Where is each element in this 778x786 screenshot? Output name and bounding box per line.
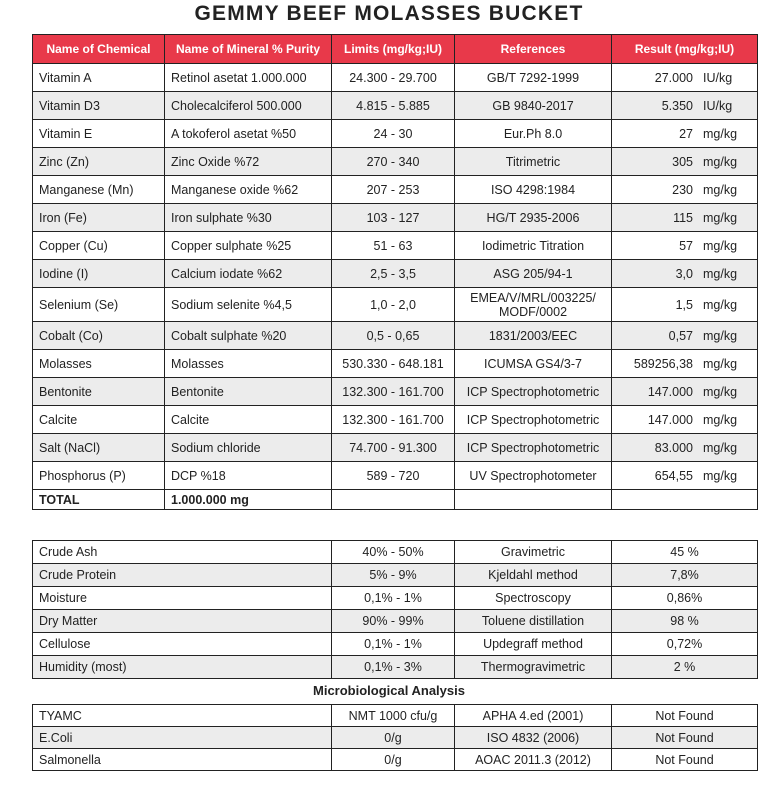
reference-cell: GB 9840-2017 (455, 92, 612, 120)
parameter-name-cell: TYAMC (33, 705, 332, 727)
result-cell (612, 148, 758, 176)
method-cell: Thermogravimetric (455, 656, 612, 679)
mineral-purity-cell: Molasses (165, 350, 332, 378)
limits-cell: 132.300 - 161.700 (332, 378, 455, 406)
table-row (33, 322, 758, 350)
mineral-purity-cell: Sodium chloride (165, 434, 332, 462)
chemical-name-cell: Vitamin A (33, 64, 165, 92)
limits-cell: 207 - 253 (332, 176, 455, 204)
table-header-row (33, 35, 758, 64)
parameter-name-cell: Humidity (most) (33, 656, 332, 679)
limits-cell: 74.700 - 91.300 (332, 434, 455, 462)
col-header-result: Result (mg/kg;IU) (612, 35, 758, 64)
mineral-purity-cell: DCP %18 (165, 462, 332, 490)
total-label: TOTAL (33, 490, 165, 510)
result-cell (612, 434, 758, 462)
result-cell (612, 232, 758, 260)
parameter-name-cell: Cellulose (33, 633, 332, 656)
reference-cell: HG/T 2935-2006 (455, 204, 612, 232)
reference-cell: EMEA/V/MRL/003225/ MODF/0002 (455, 288, 612, 322)
limits-cell: 0,5 - 0,65 (332, 322, 455, 350)
empty-cell (455, 490, 612, 510)
limits-cell: 90% - 99% (332, 610, 455, 633)
result-cell (612, 378, 758, 406)
mineral-purity-cell: Cobalt sulphate %20 (165, 322, 332, 350)
table-row (33, 587, 758, 610)
limits-cell: 51 - 63 (332, 232, 455, 260)
col-header-references: References (455, 35, 612, 64)
result-unit: mg/kg (703, 356, 738, 371)
result-value: 5.350 (661, 98, 693, 113)
table-row (33, 727, 758, 749)
result-value: 83.000 (654, 440, 693, 455)
table-row (33, 633, 758, 656)
limits-cell: 24.300 - 29.700 (332, 64, 455, 92)
parameter-name-cell: Crude Protein (33, 564, 332, 587)
result-cell: 98 % (612, 610, 758, 633)
reference-cell: Iodimetric Titration (455, 232, 612, 260)
result-cell: 0,72% (612, 633, 758, 656)
result-unit: mg/kg (703, 412, 738, 427)
result-unit: mg/kg (703, 328, 738, 343)
table-row (33, 350, 758, 378)
chemical-name-cell: Iodine (I) (33, 260, 165, 288)
mineral-purity-cell: Retinol asetat 1.000.000 (165, 64, 332, 92)
reference-cell: ICUMSA GS4/3-7 (455, 350, 612, 378)
table-row (33, 288, 758, 322)
mineral-purity-cell: A tokoferol asetat %50 (165, 120, 332, 148)
table-row (33, 378, 758, 406)
result-value: 57 (679, 238, 693, 253)
method-cell: AOAC 2011.3 (2012) (455, 749, 612, 771)
chemical-name-cell: Iron (Fe) (33, 204, 165, 232)
chemical-name-cell: Vitamin E (33, 120, 165, 148)
limits-cell: NMT 1000 cfu/g (332, 705, 455, 727)
reference-cell: ICP Spectrophotometric (455, 378, 612, 406)
result-unit: mg/kg (703, 154, 738, 169)
reference-cell: 1831/2003/EEC (455, 322, 612, 350)
result-value: 147.000 (647, 384, 693, 399)
limits-cell: 0,1% - 3% (332, 656, 455, 679)
total-row (33, 490, 758, 510)
result-cell: 0,86% (612, 587, 758, 610)
result-cell (612, 260, 758, 288)
table-row (33, 148, 758, 176)
reference-cell: Titrimetric (455, 148, 612, 176)
chemical-name-cell: Salt (NaCl) (33, 434, 165, 462)
col-header-mineral: Name of Mineral % Purity (165, 35, 332, 64)
result-unit: mg/kg (703, 297, 738, 312)
table-row (33, 120, 758, 148)
parameter-name-cell: E.Coli (33, 727, 332, 749)
result-cell (612, 92, 758, 120)
result-cell: Not Found (612, 749, 758, 771)
method-cell: Gravimetric (455, 541, 612, 564)
table-row (33, 176, 758, 204)
chemical-name-cell: Manganese (Mn) (33, 176, 165, 204)
result-cell: 7,8% (612, 564, 758, 587)
col-header-chemical: Name of Chemical (33, 35, 165, 64)
result-value: 27 (679, 126, 693, 141)
chemical-name-cell: Calcite (33, 406, 165, 434)
chemical-name-cell: Phosphorus (P) (33, 462, 165, 490)
total-value: 1.000.000 mg (165, 490, 332, 510)
result-value: 1,5 (675, 297, 693, 312)
chemical-name-cell: Bentonite (33, 378, 165, 406)
table-row (33, 64, 758, 92)
limits-cell: 103 - 127 (332, 204, 455, 232)
table-row (33, 656, 758, 679)
result-value: 589256,38 (633, 356, 693, 371)
micro-analysis-title: Microbiological Analysis (313, 683, 465, 698)
table-row (33, 434, 758, 462)
result-cell (612, 176, 758, 204)
mineral-purity-cell: Manganese oxide %62 (165, 176, 332, 204)
method-cell: Kjeldahl method (455, 564, 612, 587)
result-value: 0,57 (668, 328, 693, 343)
result-unit: IU/kg (703, 70, 733, 85)
limits-cell: 0,1% - 1% (332, 633, 455, 656)
chemical-name-cell: Zinc (Zn) (33, 148, 165, 176)
table-row (33, 564, 758, 587)
result-cell (612, 204, 758, 232)
parameter-name-cell: Crude Ash (33, 541, 332, 564)
method-cell: APHA 4.ed (2001) (455, 705, 612, 727)
limits-cell: 589 - 720 (332, 462, 455, 490)
result-unit: mg/kg (703, 238, 738, 253)
mineral-purity-cell: Bentonite (165, 378, 332, 406)
mineral-purity-cell: Calcite (165, 406, 332, 434)
empty-cell (332, 490, 455, 510)
result-unit: mg/kg (703, 210, 738, 225)
table-row (33, 260, 758, 288)
result-unit: mg/kg (703, 440, 738, 455)
table-row (33, 462, 758, 490)
empty-cell (612, 490, 758, 510)
limits-cell: 270 - 340 (332, 148, 455, 176)
limits-cell: 40% - 50% (332, 541, 455, 564)
limits-cell: 1,0 - 2,0 (332, 288, 455, 322)
limits-cell: 0,1% - 1% (332, 587, 455, 610)
table-row (33, 92, 758, 120)
result-cell (612, 350, 758, 378)
result-cell: Not Found (612, 727, 758, 749)
document-title: GEMMY BEEF MOLASSES BUCKET (194, 2, 584, 25)
chemical-name-cell: Selenium (Se) (33, 288, 165, 322)
result-value: 654,55 (654, 468, 693, 483)
reference-cell: UV Spectrophotometer (455, 462, 612, 490)
result-unit: mg/kg (703, 182, 738, 197)
table-row (33, 541, 758, 564)
result-cell (612, 462, 758, 490)
table-row (33, 705, 758, 727)
table-row (33, 204, 758, 232)
mineral-purity-cell: Zinc Oxide %72 (165, 148, 332, 176)
result-cell: 2 % (612, 656, 758, 679)
result-unit: mg/kg (703, 384, 738, 399)
microbiological-analysis-table (32, 704, 758, 771)
method-cell: ISO 4832 (2006) (455, 727, 612, 749)
result-value: 147.000 (647, 412, 693, 427)
reference-cell: Eur.Ph 8.0 (455, 120, 612, 148)
result-cell (612, 120, 758, 148)
chemical-composition-table (32, 34, 758, 510)
limits-cell: 132.300 - 161.700 (332, 406, 455, 434)
limits-cell: 0/g (332, 749, 455, 771)
method-cell: Toluene distillation (455, 610, 612, 633)
result-cell (612, 288, 758, 322)
result-value: 305 (672, 154, 693, 169)
chemical-name-cell: Copper (Cu) (33, 232, 165, 260)
result-unit: mg/kg (703, 126, 738, 141)
chemical-name-cell: Vitamin D3 (33, 92, 165, 120)
mineral-purity-cell: Cholecalciferol 500.000 (165, 92, 332, 120)
limits-cell: 4.815 - 5.885 (332, 92, 455, 120)
method-cell: Updegraff method (455, 633, 612, 656)
reference-cell: ISO 4298:1984 (455, 176, 612, 204)
limits-cell: 5% - 9% (332, 564, 455, 587)
table-row (33, 232, 758, 260)
proximate-analysis-table (32, 540, 758, 679)
reference-cell: GB/T 7292-1999 (455, 64, 612, 92)
parameter-name-cell: Moisture (33, 587, 332, 610)
result-cell (612, 322, 758, 350)
reference-cell: ASG 205/94-1 (455, 260, 612, 288)
result-unit: mg/kg (703, 266, 738, 281)
chemical-name-cell: Cobalt (Co) (33, 322, 165, 350)
col-header-limits: Limits (mg/kg;IU) (332, 35, 455, 64)
result-value: 230 (672, 182, 693, 197)
result-cell (612, 406, 758, 434)
result-value: 115 (673, 210, 693, 225)
mineral-purity-cell: Calcium iodate %62 (165, 260, 332, 288)
result-unit: mg/kg (703, 468, 738, 483)
parameter-name-cell: Dry Matter (33, 610, 332, 633)
mineral-purity-cell: Sodium selenite %4,5 (165, 288, 332, 322)
result-value: 3,0 (675, 266, 693, 281)
result-cell (612, 64, 758, 92)
reference-cell: ICP Spectrophotometric (455, 406, 612, 434)
reference-cell: ICP Spectrophotometric (455, 434, 612, 462)
result-cell: Not Found (612, 705, 758, 727)
table-row (33, 406, 758, 434)
limits-cell: 0/g (332, 727, 455, 749)
limits-cell: 24 - 30 (332, 120, 455, 148)
parameter-name-cell: Salmonella (33, 749, 332, 771)
limits-cell: 530.330 - 648.181 (332, 350, 455, 378)
chemical-name-cell: Molasses (33, 350, 165, 378)
result-value: 27.000 (654, 70, 693, 85)
table-row (33, 610, 758, 633)
mineral-purity-cell: Copper sulphate %25 (165, 232, 332, 260)
result-unit: IU/kg (703, 98, 733, 113)
result-cell: 45 % (612, 541, 758, 564)
table-row (33, 749, 758, 771)
limits-cell: 2,5 - 3,5 (332, 260, 455, 288)
mineral-purity-cell: Iron sulphate %30 (165, 204, 332, 232)
method-cell: Spectroscopy (455, 587, 612, 610)
